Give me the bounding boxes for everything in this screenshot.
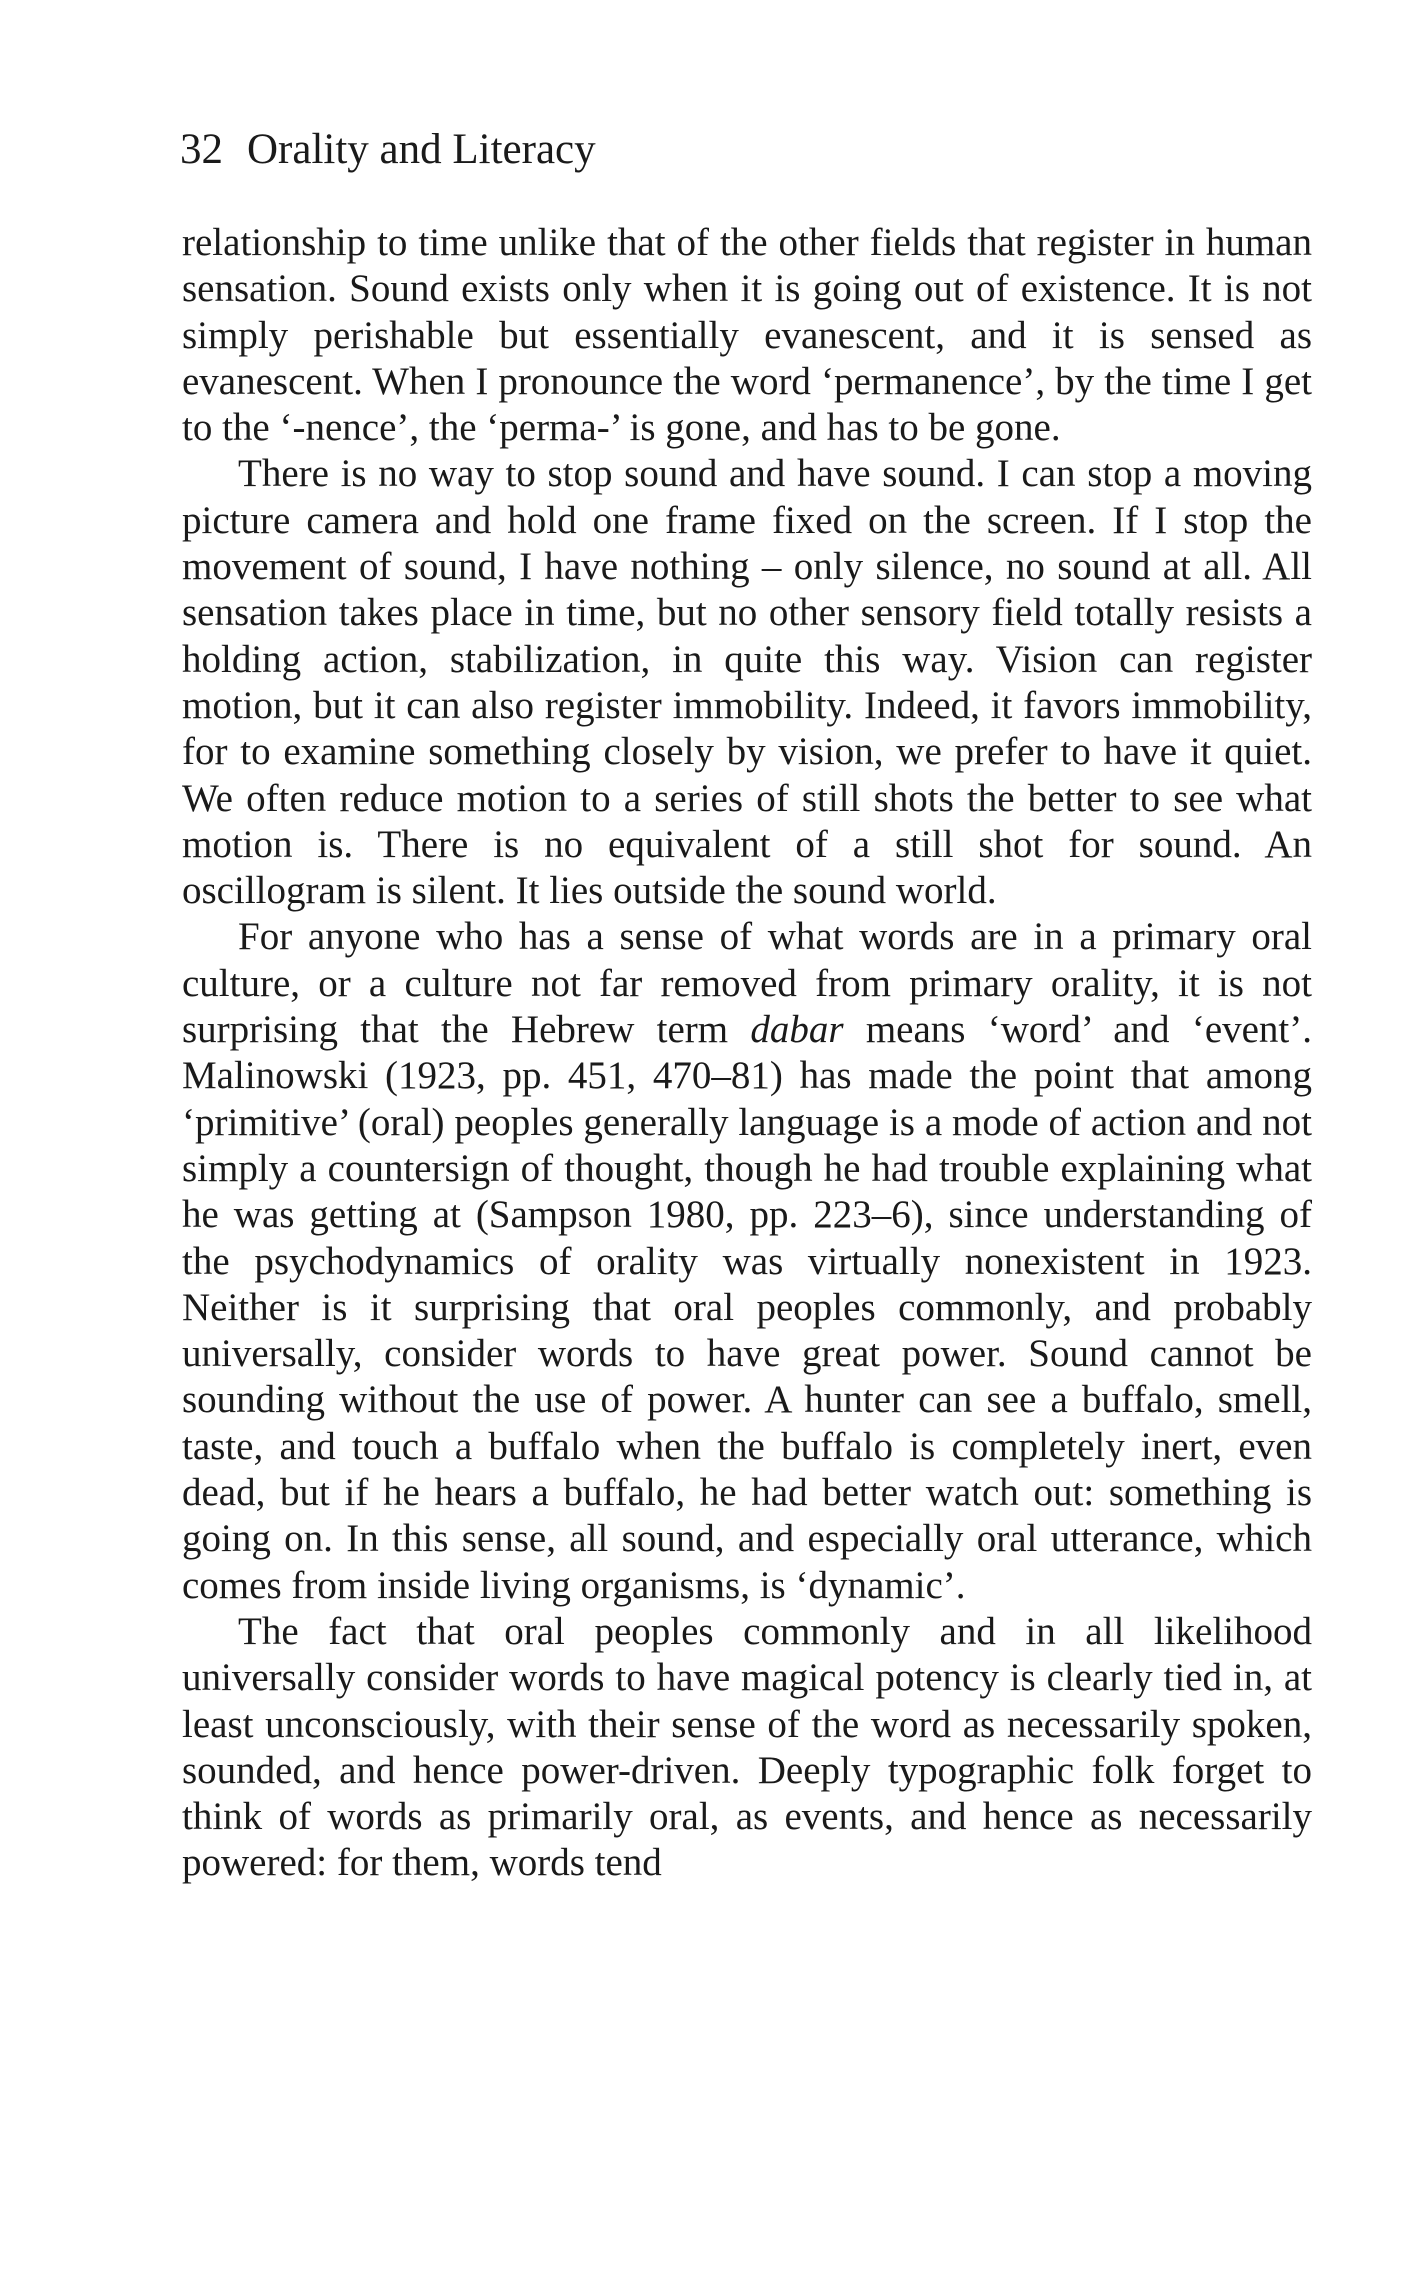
book-title: Orality and Literacy bbox=[247, 126, 596, 173]
running-head bbox=[180, 128, 596, 171]
paragraph-stopping-sound bbox=[182, 451, 1312, 914]
page-number: 32 bbox=[180, 126, 223, 173]
paragraph-continuation bbox=[182, 220, 1312, 451]
paragraph-text: There is no way to stop sound and have sound. I can stop a moving picture camera and hold one frame fixed on the screen. If I stop the movement of sound, I have nothing – only silence, no sound at all. All sensation takes place in time, but no other sensory field totally resists a holding action, stabilization, in quite this way. Vision can register motion, but it can also register immobility. Indeed, it favors immobility, for to examine something closely by vision, we prefer to have it quiet. We often reduce motion to a series of still shots the better to see what motion is. There is no equivalent of a still shot for sound. An oscillogram is silent. It lies outside the sound world. bbox=[182, 452, 1312, 913]
paragraph-dabar bbox=[182, 914, 1312, 1608]
paragraph-text: For anyone who has a sense of what words are in a primary oral culture, or a culture not far removed from primary orality, it is not surprising that the Hebrew term bbox=[182, 915, 1312, 1052]
paragraph-magical-potency bbox=[182, 1609, 1312, 1887]
italic-term-dabar: dabar bbox=[750, 1008, 844, 1052]
paragraph-text: relationship to time unlike that of the other fields that register in human sensation. Sound exists only when it is going out of existence. It is not simply perishable but essentially evanescent, and it is sensed as evanescent. When I pronounce the word ‘permanence’, by the time I get to the ‘-nence’, the ‘perma-’ is gone, and has to be gone. bbox=[182, 221, 1312, 450]
paragraph-text: The fact that oral peoples commonly and in all likelihood universally consider words to have magical potency is clearly tied in, at least unconsciously, with their sense of the word as necessarily spoken, sounded, and hence power-driven. Deeply typographic folk forget to think of words as primarily oral, as events, and hence as necessarily powered: for them, words tend bbox=[182, 1609, 1312, 1885]
body-text bbox=[182, 220, 1312, 1887]
paragraph-text: means ‘word’ and ‘event’. Malinowski (1923, pp. 451, 470–81) has made the point that among ‘primitive’ (oral) peoples generally language is a mode of action and not simply a countersign of thought, though he had trouble explaining what he was getting at (Sampson 1980, pp. 223–6), since understanding of the psychodynamics of orality was virtually nonexistent in 1923. Neither is it surprising that oral peoples commonly, and probably universally, consider words to have great power. Sound cannot be sounding without the use of power. A hunter can see a buffalo, smell, taste, and touch a buffalo when the buffalo is completely inert, even dead, but if he hears a buffalo, he had better watch out: something is going on. In this sense, all sound, and especially oral utterance, which comes from inside living organisms, is ‘dynamic’. bbox=[182, 1008, 1313, 1607]
